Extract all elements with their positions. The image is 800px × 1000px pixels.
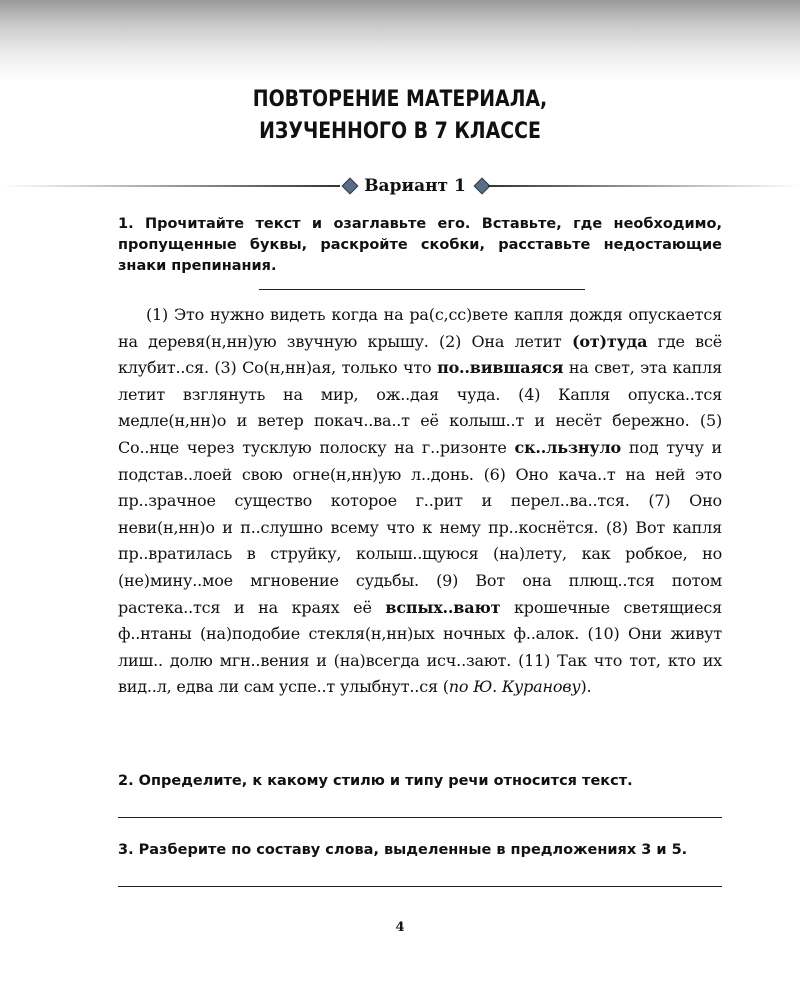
task-2-answer-line	[118, 817, 722, 818]
highlighted-word-2: по..вившаяся	[437, 358, 564, 378]
closing-punctuation: ).	[580, 677, 592, 697]
task-2-instructions: 2. Определите, к какому стилю и типу речи относится текст.	[118, 773, 633, 789]
task-1-instructions: 1. Прочитайте текст и озаглавьте его. Вставьте, где необходимо, пропущенные буквы, раскройте скобки, расставьте недостающие знаки препинания.	[118, 216, 722, 274]
title-answer-line	[259, 289, 585, 290]
diamond-icon	[342, 178, 359, 195]
title-line-1: ПОВТОРЕНИЕ МАТЕРИАЛА,	[252, 87, 548, 112]
sentence-5-9: под тучу и подстав..лоей свою огне(н,нн)ую л..донь. (6) Оно кача..т на ней это пр..зрачное существо которое г..рит и перел..ва..тся. (7) Оно неви(н,нн)о и п..слушно всему что к нему пр..коснётся. (8) Вот капля пр..вратилась в струйку, колыш..щуюся (на)лету, как робкое, но (не)мину..мое мгновение судьбы. (9) Вот она плющ..тся потом растека..тся и на краях её	[118, 437, 722, 617]
highlighted-word-1: (от)туда	[571, 331, 648, 351]
task-3-answer-line	[118, 886, 722, 887]
sentence-9-11: крошечные светящиеся ф..нтаны (на)подобие стекля(н,нн)ых ночных ф..алок. (10) Они живут лиш.. долю мгн..вения и (на)всегда исч..зают. (11) Так что тот, кто их вид..л, едва ли сам успе..т улыбнут..ся (	[118, 597, 722, 697]
task-3-instructions: 3. Разберите по составу слова, выделенные в предложениях 3 и 5.	[118, 842, 688, 858]
sentence-2-3: где всё клубит..ся. (3) Со(н,нн)ая, только что	[118, 331, 722, 378]
exercise-text	[118, 302, 722, 701]
text-source: по Ю. Куранову	[448, 677, 581, 697]
variant-divider-right	[488, 185, 800, 187]
sentence-3-5: на свет, эта капля летит взглянуть на мир, ож..дая чуда. (4) Капля опуска..тся медле(н,нн)о и ветер покач..ва..т её колыш..т и несёт бережно. (5) Со..нце через тусклую полоску на г..ризонте	[118, 358, 723, 457]
page-number: 4	[395, 920, 405, 935]
page-header-shade	[0, 0, 800, 82]
page-title	[56, 84, 744, 148]
title-line-2: ИЗУЧЕННОГО В 7 КЛАССЕ	[259, 119, 541, 144]
variant-divider-left	[0, 185, 340, 187]
highlighted-word-4: вспых..вают	[385, 597, 501, 617]
highlighted-word-3: ск..льзнуло	[514, 437, 622, 457]
variant-label: Вариант 1	[364, 176, 466, 196]
variant-header	[0, 172, 800, 200]
sentence-1-2: (1) Это нужно видеть когда на ра(с,сс)вете капля дождя опускается на деревя(н,нн)ую звучную крышу. (2) Она летит	[118, 305, 722, 351]
